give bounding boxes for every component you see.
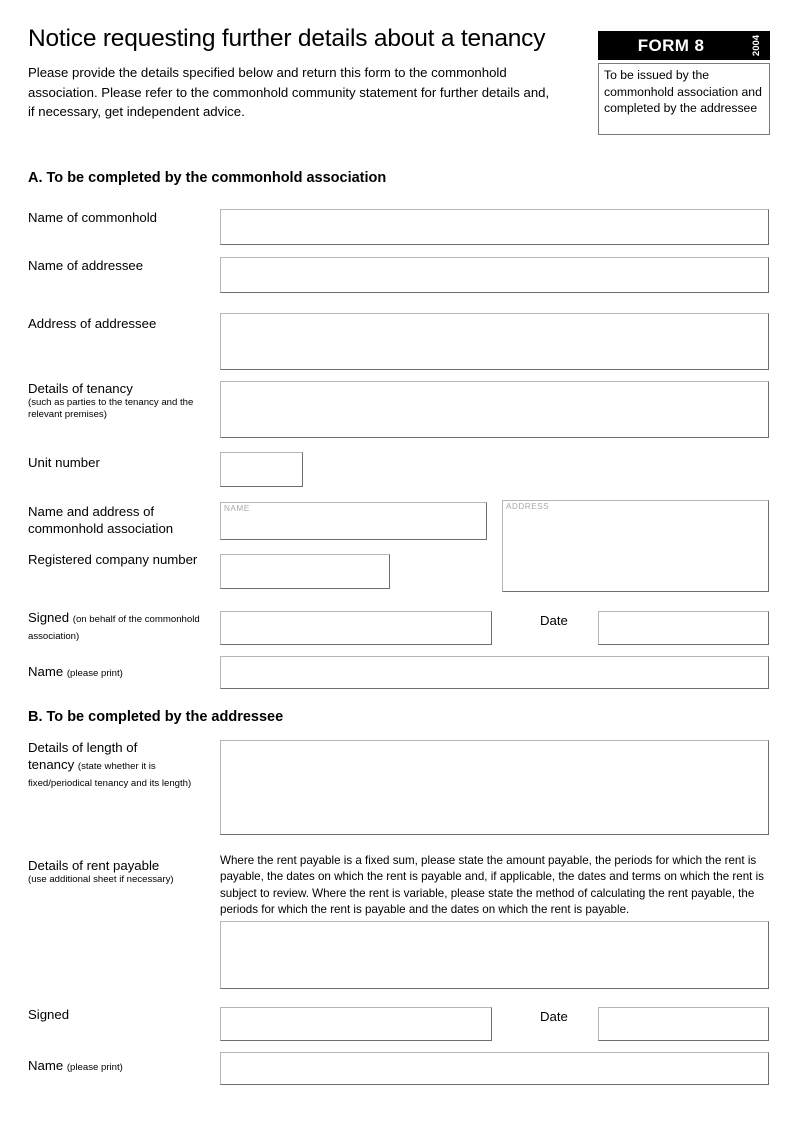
label-details-of-length-sub: (state whether it is fixed/periodical tenancy and its length) — [28, 761, 192, 790]
label-details-of-rent-main: Details of rent payable — [28, 858, 160, 873]
label-date-a: Date — [540, 613, 568, 628]
rent-instructions-text: Where the rent payable is a fixed sum, please state the amount payable, the periods for which the rent is payable, the dates on which the rent is payable and, if applicable, the dates and terms on which the rent is subject to review. Where the rent is variable, please state the method of calculating the rent payable, the periods for which the rent is payable and the dates on which the rent is payable. — [220, 854, 764, 917]
label-details-of-length-line1: Details of length of — [28, 740, 138, 755]
input-signed-a[interactable] — [220, 611, 492, 645]
input-date-b[interactable] — [598, 1007, 769, 1041]
page-title: Notice requesting further details about a tenancy — [28, 25, 546, 52]
label-details-of-tenancy-main: Details of tenancy — [28, 381, 133, 396]
label-signed-a-sub: (on behalf of the commonhold association) — [28, 614, 200, 643]
input-signed-b[interactable] — [220, 1007, 492, 1041]
issue-instruction-box — [598, 63, 770, 135]
form-year-vertical — [747, 31, 767, 60]
label-date-b: Date — [540, 1009, 568, 1024]
label-signed-a-main: Signed — [28, 610, 70, 625]
intro-paragraph: Please provide the details specified below and return this form to the commonhold association. Please refer to the commonhold community statement for further details and, if necessary, get independent advice. — [28, 65, 550, 119]
label-name-of-commonhold: Name of commonhold — [28, 210, 158, 225]
label-details-of-tenancy — [28, 380, 214, 421]
input-details-of-tenancy[interactable] — [220, 381, 769, 438]
label-name-of-addressee: Name of addressee — [28, 258, 144, 273]
label-unit-number: Unit number — [28, 455, 100, 470]
form-year-label: 2004 — [751, 34, 763, 57]
input-association-name[interactable] — [220, 502, 487, 540]
label-name-b-main: Name — [28, 1058, 64, 1073]
label-signed-a — [28, 609, 214, 643]
label-name-b — [28, 1057, 214, 1074]
input-date-a[interactable] — [598, 611, 769, 645]
label-signed-b: Signed — [28, 1007, 70, 1022]
input-name-of-commonhold[interactable] — [220, 209, 769, 245]
label-details-of-tenancy-sub: (such as parties to the tenancy and the relevant premises) — [28, 397, 194, 421]
input-details-of-rent[interactable] — [220, 921, 769, 989]
form-badge-label: FORM 8 — [637, 35, 705, 55]
input-address-of-addressee[interactable] — [220, 313, 769, 370]
label-address-of-addressee: Address of addressee — [28, 316, 157, 331]
label-name-b-sub: (please print) — [66, 1062, 123, 1073]
input-name-b[interactable] — [220, 1052, 769, 1085]
form-badge-banner — [598, 31, 770, 60]
label-name-a — [28, 663, 214, 680]
section-b-heading: B. To be completed by the addressee — [28, 709, 284, 725]
section-a-heading: A. To be completed by the commonhold association — [28, 170, 387, 186]
label-details-of-length-line2: tenancy — [28, 757, 75, 772]
label-name-a-main: Name — [28, 664, 64, 679]
placeholder-name: NAME — [224, 504, 250, 513]
input-association-address[interactable] — [502, 500, 769, 592]
label-details-of-rent-sub: (use additional sheet if necessary) — [28, 874, 174, 885]
label-details-of-rent — [28, 857, 218, 886]
label-name-and-address: Name and address of commonhold association — [28, 504, 174, 536]
input-registered-company-number[interactable] — [220, 554, 390, 589]
input-unit-number[interactable] — [220, 452, 303, 487]
input-name-of-addressee[interactable] — [220, 257, 769, 293]
input-name-a[interactable] — [220, 656, 769, 689]
label-registered-company-number: Registered company number — [28, 552, 198, 567]
label-name-a-sub: (please print) — [66, 668, 123, 679]
placeholder-address: ADDRESS — [506, 502, 550, 511]
label-details-of-length — [28, 739, 214, 790]
input-details-of-length[interactable] — [220, 740, 769, 835]
issue-instruction-text: To be issued by the commonhold association and completed by the addressee — [604, 68, 762, 115]
